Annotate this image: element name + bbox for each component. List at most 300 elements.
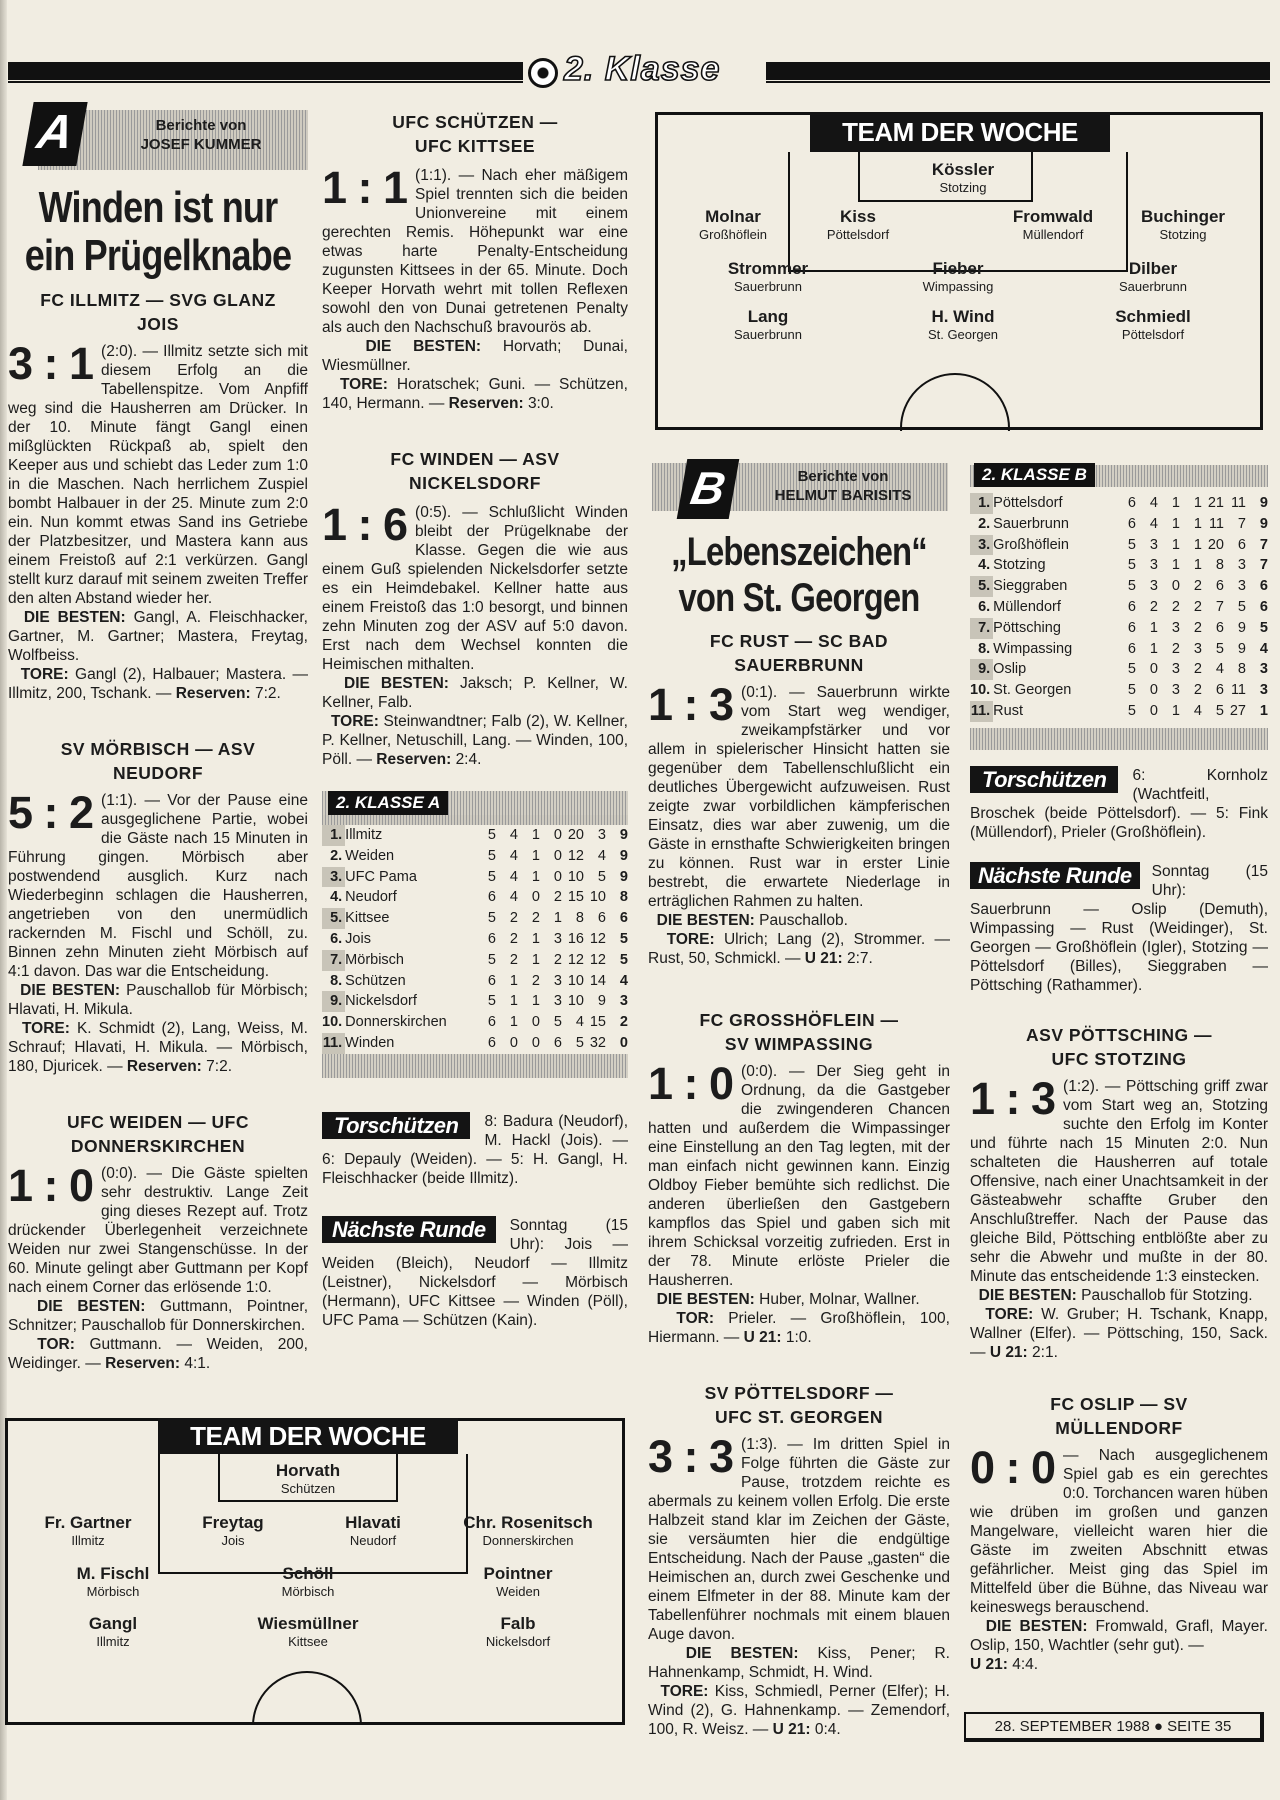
stat-cell: 0	[553, 868, 562, 885]
label: U 21:	[970, 1655, 1008, 1673]
stat-cell: 0	[1149, 661, 1158, 678]
stat-cell: 6	[619, 910, 628, 927]
stat-cell: 9	[1237, 640, 1246, 657]
stat-cell: 4	[509, 868, 518, 885]
player-card	[1108, 207, 1258, 243]
player-club: Nickelsdorf	[485, 1634, 551, 1649]
rank-cell: 10.	[970, 682, 991, 699]
stat-cell: 6	[487, 930, 496, 947]
stat-cell: 3	[619, 993, 628, 1010]
table-row	[970, 701, 1268, 722]
game-report	[648, 1381, 950, 1739]
stat-cell: 3	[1171, 661, 1180, 678]
player-name: Fieber	[932, 259, 984, 278]
match-title: UFC WEIDEN — UFC DONNERSKIRCHEN	[66, 1112, 250, 1156]
player-name: Dilber	[1128, 259, 1178, 278]
table-row	[322, 846, 628, 867]
player-name: Kössler	[931, 160, 995, 179]
player-name: H. Wind	[931, 307, 995, 326]
stat-cell: 4	[1259, 640, 1268, 657]
player-card	[233, 1461, 383, 1497]
player-card	[443, 1564, 593, 1600]
stat-cell: 1	[531, 930, 540, 947]
label: DIE BESTEN:	[656, 912, 755, 929]
next-round-label: Nächste Runde	[970, 862, 1140, 889]
reporter-label: Berichte von	[797, 468, 889, 485]
stat-cell: 2	[509, 951, 518, 968]
stat-cell: 3	[1237, 578, 1246, 595]
team-cell: Sieggraben	[993, 578, 1068, 595]
stat-cell: 12	[589, 951, 606, 968]
stat-cell: 5	[1127, 578, 1136, 595]
stat-cell: 4	[509, 889, 518, 906]
player-card	[693, 259, 843, 295]
rank-cell: 4.	[330, 889, 343, 906]
stat-cell: 6	[1237, 536, 1246, 553]
stat-cell: 3	[553, 972, 562, 989]
player-club: Neudorf	[349, 1533, 397, 1548]
standings-table-a	[322, 791, 628, 1078]
stat-cell: 0	[619, 1034, 628, 1051]
stat-cell: 2	[509, 930, 518, 947]
reporter-box-a	[33, 106, 308, 170]
letter-a-badge: A	[22, 102, 87, 166]
team-cell: Oslip	[993, 661, 1027, 678]
stat-cell: 12	[589, 930, 606, 947]
next-round-text: Sonntag (15 Uhr): Sauerbrunn — Oslip (Demuth), Wimpassing — Rust (Weidinger), St. Georgen — Großhöflein (Igler), Stotzing — Pöttelsdorf (Billes), Sieggraben — Pöttsching (Rathammer).	[970, 862, 1268, 994]
game-report	[648, 629, 950, 968]
best-players: Pauschallob.	[759, 912, 848, 929]
player-club: Pöttelsdorf	[826, 227, 890, 242]
column-4	[970, 465, 1268, 1674]
rank-cell: 8.	[978, 640, 991, 657]
player-card	[978, 207, 1128, 243]
player-club: Weiden	[496, 1584, 540, 1599]
stat-cell: 6	[1259, 598, 1268, 615]
stat-cell: 5	[487, 847, 496, 864]
stat-cell: 9	[619, 847, 628, 864]
goals: Kiss, Schmiedl, Perner (Elfer); H. Wind (2), G. Hahnenkamp. — Zemendorf, 100, R. Weisz. —	[648, 1683, 950, 1738]
stat-cell: 11	[1230, 682, 1246, 699]
stat-cell: 1	[1171, 515, 1180, 532]
player-card	[783, 207, 933, 243]
stat-cell: 4	[1193, 702, 1202, 719]
stat-cell: 4	[619, 972, 628, 989]
stat-cell: 5	[1259, 619, 1268, 636]
standings-table-b	[970, 465, 1268, 750]
match-title: FC GROSSHÖFLEIN — SV WIMPASSING	[699, 1010, 899, 1054]
team-cell: Nickelsdorf	[345, 993, 417, 1010]
player-club: Jois	[221, 1533, 245, 1548]
team-cell: Donnerskirchen	[345, 1014, 447, 1031]
u21-score: 0:4.	[814, 1721, 841, 1738]
stat-cell: 8	[1237, 661, 1246, 678]
stat-cell: 6	[597, 910, 606, 927]
stat-cell: 7	[1259, 557, 1268, 574]
player-name: Falb	[500, 1614, 536, 1633]
stat-cell: 3	[1149, 557, 1158, 574]
stat-cell: 5	[487, 868, 496, 885]
team-cell: Illmitz	[345, 827, 383, 843]
stat-cell: 5	[1127, 702, 1136, 719]
stat-cell: 6	[487, 889, 496, 906]
team-cell: Wimpassing	[993, 640, 1073, 657]
stat-cell: 5	[487, 993, 496, 1010]
team-cell: Jois	[345, 930, 371, 947]
stat-cell: 0	[531, 889, 540, 906]
reporter-box-b	[652, 462, 948, 514]
stat-cell: 2	[1171, 598, 1180, 615]
table-title: 2. KLASSE A	[328, 791, 448, 815]
goals: Prieler. — Großhöflein, 100, Hiermann. —	[648, 1310, 950, 1346]
stat-cell: 4	[509, 847, 518, 864]
stat-cell: 7	[1237, 515, 1246, 532]
player-club: Donnerskirchen	[482, 1533, 574, 1548]
best-players: Guttmann, Pointner, Schnitzer; Pauschallob für Donnerskirchen.	[8, 1298, 308, 1334]
player-name: Chr. Rosenitsch	[463, 1513, 593, 1532]
label: Reserven:	[175, 685, 251, 702]
team-cell: Schützen	[345, 972, 406, 989]
player-name: Gangl	[88, 1614, 138, 1633]
stat-cell: 2	[553, 951, 562, 968]
match-title: FC RUST — SC BAD SAUERBRUNN	[709, 631, 889, 675]
stat-cell: 0	[531, 1014, 540, 1031]
stat-cell: 3	[1237, 557, 1246, 574]
stat-cell: 1	[1193, 536, 1202, 553]
rank-cell: 10.	[322, 1014, 343, 1031]
scorers-label: Torschützen	[970, 766, 1118, 793]
match-title: ASV PÖTTSCHING — UFC STOTZING	[1026, 1024, 1212, 1069]
game-report	[648, 1008, 950, 1347]
center-circle	[252, 1671, 362, 1781]
stat-cell: 4	[509, 827, 518, 843]
team-cell: Großhöflein	[993, 536, 1069, 553]
next-round-a	[322, 1216, 628, 1330]
soccer-ball-icon	[528, 58, 558, 88]
stat-cell: 3	[597, 827, 606, 843]
table-row	[970, 659, 1268, 680]
rank-cell: 11.	[322, 1033, 345, 1054]
label: DIE BESTEN:	[344, 675, 449, 692]
reporter-name: HELMUT BARISITS	[774, 487, 912, 504]
player-card	[233, 1564, 383, 1600]
reserve-score: 2:4.	[455, 751, 482, 768]
stat-cell: 5	[597, 868, 606, 885]
stat-cell: 5	[1127, 682, 1136, 699]
player-club: Kittsee	[288, 1634, 328, 1649]
stat-cell: 8	[575, 910, 584, 927]
stat-cell: 4	[1149, 495, 1158, 511]
player-card	[693, 307, 843, 343]
player-card	[38, 1614, 188, 1650]
report-text: (0:0). — Die Gäste spielten sehr destruktiv. Lange Zeit ging dieses Rezept auf. Trotz drückender Überlegenheit verzeichnete Weiden nur zwei Stangenschüsse. In der 60. Minute gelingt aber Guttmann per Kopf nach einem Corner das erlösende 1:0.	[8, 1165, 308, 1296]
team-cell: Kittsee	[345, 910, 390, 927]
player-name: Wiesmüllner	[257, 1614, 359, 1633]
table-row	[970, 597, 1268, 618]
player-name: Schöll	[282, 1564, 334, 1583]
label: U 21:	[989, 1343, 1028, 1361]
stat-cell: 5	[1237, 598, 1246, 615]
stat-cell: 4	[597, 847, 606, 864]
score: 1 : 6	[322, 499, 408, 550]
stat-cell: 2	[1193, 598, 1202, 615]
next-round-b	[970, 862, 1268, 995]
team-cell: Mörbisch	[345, 951, 404, 968]
label: TORE:	[666, 931, 715, 948]
label: DIE BESTEN:	[365, 338, 482, 355]
stat-cell: 4	[1149, 515, 1158, 532]
player-club: Stotzing	[1159, 227, 1207, 242]
stat-cell: 15	[567, 889, 584, 906]
rank-cell: 4.	[978, 557, 991, 574]
player-club: Illmitz	[71, 1533, 105, 1548]
team-cell: Sauerbrunn	[993, 515, 1069, 532]
best-players: Huber, Molnar, Wallner.	[759, 1291, 920, 1308]
best-players: Pauschallob für Mörbisch; Hlavati, H. Mikula.	[8, 982, 308, 1018]
player-name: Fromwald	[1012, 207, 1094, 226]
stat-cell: 9	[619, 868, 628, 885]
headline-a: Winden ist nur ein Prügelknabe	[24, 183, 292, 280]
report-text: (1:1). — Nach eher mäßigem Spiel trennten sich die beiden Unionvereine mit einem gerechten Remis. Höhepunkt war eine etwas harte Penalty-Entscheidung zugunsten Kittsees in der 65. Minute. Doch Keeper Horvath wehrt mit tollen Reflexen sowohl den von Dunai getretenen Penalty als auch den Nachschuß bravourös ab.	[322, 167, 628, 336]
table-row	[970, 555, 1268, 576]
table-row	[322, 1012, 628, 1033]
stat-cell: 6	[487, 972, 496, 989]
rank-cell: 6.	[330, 930, 343, 947]
scorers-text: 6: Kornholz (Wachtfeitl, Broschek (beide Pöttelsdorf). — 5: Fink (Müllendorf), Prieler (Großhöflein).	[970, 766, 1268, 841]
goals: Ulrich; Lang (2), Strommer. — Rust, 50, Schmickl. —	[648, 931, 950, 967]
stat-cell: 1	[531, 827, 540, 843]
stat-cell: 0	[531, 1034, 540, 1051]
table-row	[322, 950, 628, 971]
rank-cell: 3.	[970, 535, 993, 556]
stat-cell: 1	[531, 993, 540, 1010]
player-name: Lang	[747, 307, 789, 326]
stat-cell: 0	[1149, 702, 1158, 719]
stat-cell: 1	[1193, 495, 1202, 511]
scorers-b	[970, 766, 1268, 842]
label: TORE:	[985, 1305, 1034, 1323]
stat-cell: 11	[1208, 515, 1224, 532]
stat-cell: 1	[1171, 557, 1180, 574]
label: DIE BESTEN:	[20, 982, 121, 999]
label: Reserven:	[448, 395, 524, 412]
player-club: Illmitz	[96, 1634, 130, 1649]
stat-cell: 5	[487, 951, 496, 968]
stat-cell: 9	[1237, 619, 1246, 636]
stat-cell: 5	[1215, 702, 1224, 719]
table-row	[970, 680, 1268, 701]
score: 1 : 3	[648, 679, 734, 730]
game-report	[8, 737, 308, 1076]
label: U 21:	[804, 950, 843, 967]
stat-cell: 10	[567, 868, 584, 885]
scorers-a	[322, 1112, 628, 1188]
stat-cell: 0	[553, 827, 562, 843]
stat-cell: 2	[1193, 661, 1202, 678]
best-players: Horvath; Dunai, Wiesmüllner.	[322, 338, 628, 374]
goals: Gangl (2), Halbauer; Mastera. — Illmitz, 200, Tschank. —	[8, 666, 309, 702]
reserve-score: 3:0.	[527, 395, 554, 412]
standings-rows	[322, 825, 628, 1054]
rank-cell: 9.	[322, 991, 345, 1012]
stat-cell: 6	[553, 1034, 562, 1051]
stat-cell: 6	[1127, 640, 1136, 657]
stat-cell: 5	[1127, 557, 1136, 574]
u21-score: 1:0.	[785, 1329, 812, 1346]
stat-cell: 1	[1171, 495, 1180, 511]
stat-cell: 5	[553, 1014, 562, 1031]
stat-cell: 5	[487, 827, 496, 843]
player-name: Pointner	[483, 1564, 553, 1583]
report-text: (0:0). — Der Sieg geht in Ordnung, da die Gastgeber die zwingenderen Chancen hatten und außerdem die Wimpassinger eine Einstellung an den Tag legten, mit der man einfach nicht gewinnen kann. Einzig Oldboy Fieber bemühte sich redlichst. Die anderen überließen den Gastgebern kampflos das Spiel und gaben sich mit ihrem Schicksal vorzeitig zufrieden. Erst in der 78. Minute erlöste Prieler die Hausherren.	[648, 1063, 950, 1289]
stat-cell: 1	[531, 951, 540, 968]
table-row	[322, 825, 628, 846]
table-row	[322, 887, 628, 908]
stat-cell: 20	[567, 827, 584, 843]
stat-cell: 4	[1215, 661, 1224, 678]
best-players: Jaksch; P. Kellner, W. Kellner, Falb.	[322, 675, 628, 711]
stat-cell: 0	[553, 847, 562, 864]
goals: Horatschek; Guni. — Schützen, 140, Hermann. —	[322, 376, 628, 412]
best-players: Fromwald, Grafl, Mayer. Oslip, 150, Wachtler (sehr gut). —	[970, 1617, 1268, 1654]
rank-cell: 8.	[330, 972, 343, 989]
match-title: FC ILLMITZ — SVG GLANZ JOIS	[40, 290, 276, 334]
column-3	[648, 463, 950, 1739]
reserve-score: 4:1.	[184, 1355, 211, 1372]
stat-cell: 1	[1149, 640, 1158, 657]
match-title: FC OSLIP — SV MÜLLENDORF	[1050, 1393, 1188, 1438]
score: 1 : 0	[8, 1160, 94, 1211]
stat-cell: 1	[1149, 619, 1158, 636]
stat-cell: 8	[619, 889, 628, 906]
stat-cell: 0	[1149, 682, 1158, 699]
u21-score: 2:1.	[1032, 1343, 1058, 1361]
report-text: (0:5). — Schlußlicht Winden bleibt der Prügelknabe der Klasse. Gegen die wie aus einem Guß spielenden Nickelsdorfer setzte es ein Heimdebakel. Kellner hatte aus einem Freistoß das 1:0 besorgt, und binnen zehn Minuten zog der ASV auf 5:0 davon. Erst nach dem Wechsel konnten die Heimischen mithalten.	[322, 504, 628, 673]
player-club: Sauerbrunn	[1119, 279, 1187, 294]
reporter-name: JOSEF KUMMER	[140, 136, 262, 153]
team-of-week-a	[5, 1418, 625, 1725]
team-cell: Stotzing	[993, 557, 1046, 574]
stat-cell: 9	[597, 993, 606, 1010]
goals: K. Schmidt (2), Lang, Weiss, M. Schrauf; Hlavati, H. Mikula. — Mörbisch, 180, Djuricek. —	[8, 1020, 308, 1075]
stat-cell: 6	[487, 1034, 496, 1051]
player-card	[1078, 307, 1228, 343]
stat-cell: 2	[509, 910, 518, 927]
rank-cell: 1.	[970, 493, 993, 514]
player-name: Buchinger	[1140, 207, 1226, 226]
player-card	[453, 1513, 603, 1549]
stat-cell: 5	[1215, 640, 1224, 657]
standings-rows	[970, 493, 1268, 722]
column-2	[322, 110, 628, 1330]
stat-cell: 5	[1127, 661, 1136, 678]
stat-cell: 1	[509, 972, 518, 989]
stat-cell: 1	[531, 847, 540, 864]
stat-cell: 7	[1215, 598, 1224, 615]
label: Reserven:	[376, 751, 452, 768]
player-card	[1078, 259, 1228, 295]
table-row	[322, 908, 628, 929]
rank-cell: 5.	[970, 576, 993, 597]
best-players: Kiss, Pener; R. Hahnenkamp, Schmidt, H. Wind.	[648, 1645, 950, 1681]
stat-cell: 0	[509, 1034, 518, 1051]
column-1	[8, 106, 309, 1373]
stat-cell: 3	[553, 993, 562, 1010]
rank-cell: 7.	[322, 950, 345, 971]
report-text: (1:3). — Im dritten Spiel in Folge führten die Gäste zur Pause, trotzdem reichte es abermals zu keinem vollen Erfolg. Die erste Halbzeit stand klar im Zeichen der Gäste, sie versäumten hier die endgültige Entscheidung. Nach der Pause „gasten“ die Heimischen an, durch zwei Geschenke und einem Elfmeter in der 88. Minute kam der Tabellenführer nochmals mit einem blauen Auge davon.	[648, 1436, 950, 1643]
score: 0 : 0	[970, 1441, 1056, 1493]
player-club: Stotzing	[939, 180, 987, 195]
report-text: (2:0). — Illmitz setzte sich mit diesem Erfolg an die Tabellenspitze. Vom Anpfiff weg sind die Hausherren am Drücker. In der 10. Minute fängt Gangl einen mißglückten Rückpaß ab, spielt den Keeper aus und schiebt das Leder zum 1:0 in die Maschen. Nach herrlichem Zuspiel bombt Halbauer in der 25. Minute zum 2:0 ein. Nun kommt etwas Sand ins Getriebe der Platzbesitzer, und Mastera kann aus einem Freistoß auf 2:1 verkürzen. Gangl stellt kurz darauf mit seinem zweiten Treffer den alten Abstand wieder her.	[8, 343, 308, 607]
stat-cell: 1	[531, 868, 540, 885]
stat-cell: 1	[1171, 702, 1180, 719]
match-title: FC WINDEN — ASV NICKELSDORF	[390, 449, 560, 493]
rank-cell: 1.	[322, 825, 345, 846]
player-name: M. Fischl	[76, 1564, 150, 1583]
player-card	[13, 1513, 163, 1549]
table-row	[970, 618, 1268, 639]
stat-cell: 15	[589, 1014, 606, 1031]
goals: Guttmann. — Weiden, 200, Weidinger. —	[8, 1336, 308, 1372]
score: 3 : 3	[648, 1431, 734, 1482]
stat-cell: 1	[1171, 536, 1180, 553]
score: 1 : 1	[322, 162, 408, 213]
stat-cell: 3	[1259, 661, 1268, 678]
stat-cell: 2	[1193, 619, 1202, 636]
score: 3 : 1	[8, 338, 94, 389]
match-title: SV PÖTTELSDORF — UFC ST. GEORGEN	[704, 1383, 894, 1427]
stat-cell: 2	[1149, 598, 1158, 615]
stat-cell: 5	[575, 1034, 584, 1051]
table-row	[322, 971, 628, 992]
letter-b-badge: B	[677, 459, 740, 519]
stat-cell: 5	[619, 930, 628, 947]
team-cell: Pöttsching	[993, 619, 1061, 636]
stat-cell: 1	[509, 1014, 518, 1031]
player-club: Sauerbrunn	[734, 327, 802, 342]
stat-cell: 21	[1207, 495, 1224, 511]
stat-cell: 3	[1149, 536, 1158, 553]
label: TORE:	[20, 666, 69, 683]
table-row	[322, 867, 628, 888]
stat-cell: 6	[1127, 515, 1136, 532]
rank-cell: 5.	[322, 908, 345, 929]
game-report	[8, 288, 308, 703]
stat-cell: 12	[567, 951, 584, 968]
player-name: Molnar	[705, 207, 761, 226]
player-card	[443, 1614, 593, 1650]
stat-cell: 3	[1171, 619, 1180, 636]
reporter-label: Berichte von	[155, 117, 247, 134]
label: DIE BESTEN:	[685, 1645, 799, 1662]
headline-b: „Lebenszeichen“ von St. Georgen	[671, 530, 927, 620]
stat-cell: 8	[1215, 557, 1224, 574]
stat-cell: 3	[1149, 578, 1158, 595]
label: DIE BESTEN:	[978, 1286, 1077, 1304]
stat-cell: 9	[1259, 495, 1268, 511]
label: DIE BESTEN:	[23, 609, 126, 626]
reserve-score: 7:2.	[254, 685, 281, 702]
section-title: 2. Klasse	[564, 50, 721, 88]
table-row	[970, 576, 1268, 597]
stat-cell: 6	[1127, 495, 1136, 511]
report-text: (0:1). — Sauerbrunn wirkte vom Start weg wendiger, zweikampfstärker und vor allem in spielerischer Hinsicht hatten sie gegenüber dem Tabellenschlußlicht ein deutliches Übergewicht aufzuweisen. Rust zeigte zwar vorbildlichen kämpferischen Einsatz, dies war aber zuwenig, um die Gäste in ernsthafte Schwierigkeiten bringen zu können. Rust war in erster Linie bestrebt, die erwartete Niederlage in erträglichen Rahmen zu halten.	[648, 684, 950, 910]
stat-cell: 6	[1127, 598, 1136, 615]
label: Reserven:	[105, 1355, 181, 1372]
next-round-text: Sonntag (15 Uhr): Jois — Weiden (Bleich), Neudorf — Illmitz (Leistner), Nickelsdorf — Mörbisch (Hermann), UFC Kittsee — Winden (Pöll), UFC Pama — Schützen (Kain).	[322, 1216, 628, 1329]
player-club: Pöttelsdorf	[1121, 327, 1185, 342]
score: 5 : 2	[8, 787, 94, 838]
